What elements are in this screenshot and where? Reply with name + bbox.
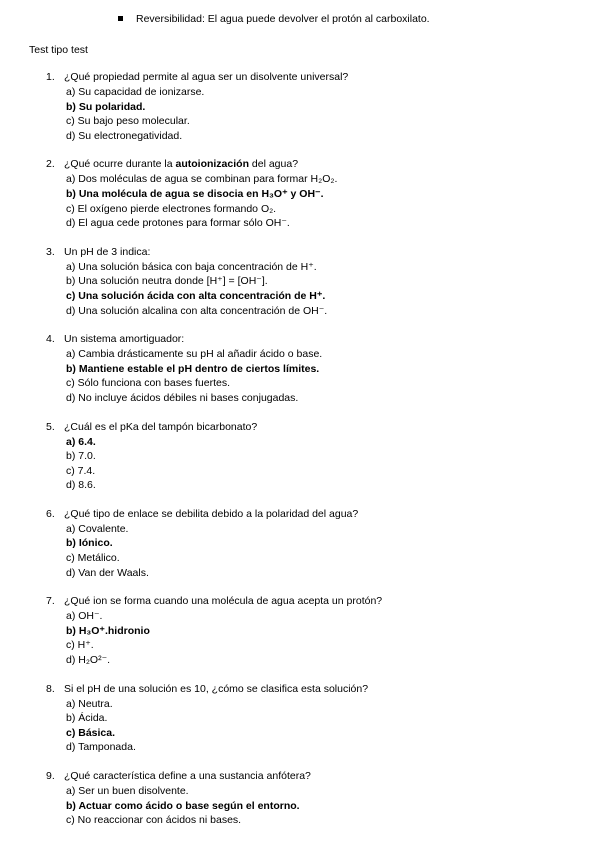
square-bullet-icon (118, 16, 123, 21)
question-item (0, 420, 600, 493)
question-item (0, 594, 600, 667)
question-text: Un pH de 3 indica: (64, 245, 151, 258)
question-item (0, 245, 600, 318)
question-stem (0, 769, 600, 784)
answer-option: d) Una solución alcalina con alta concentración de OH⁻. (66, 304, 328, 317)
question-number: 3. (46, 245, 55, 258)
answer-option: c) No reaccionar con ácidos ni bases. (66, 814, 242, 827)
answer-option: d) Su electronegatividad. (66, 129, 183, 142)
question-text: Si el pH de una solución es 10, ¿cómo se clasifica esta solución? (64, 682, 369, 695)
answer-option: a) OH⁻. (66, 610, 103, 623)
answer-option-correct: b) Una molécula de agua se disocia en H₃O⁺ y OH⁻. (66, 187, 324, 200)
answer-option: d) No incluye ácidos débiles ni bases conjugadas. (66, 391, 299, 404)
question-number: 7. (46, 595, 55, 608)
answer-option: b) 7.0. (66, 450, 96, 463)
question-text: ¿Qué ion se forma cuando una molécula de agua acepta un protón? (64, 595, 383, 608)
question-text: del agua? (248, 158, 299, 171)
answer-option: a) Ser un buen disolvente. (66, 785, 189, 797)
question-stem (0, 70, 600, 85)
answer-option-correct: b) Actuar como ácido o base según el entorno. (66, 799, 300, 812)
answer-option: a) Una solución básica con baja concentración de H⁺. (66, 260, 317, 273)
question-item (0, 682, 600, 755)
question-item (0, 769, 600, 828)
question-stem (0, 157, 600, 172)
answer-option-correct: c) Básica. (66, 726, 116, 739)
answer-option: c) 7.4. (66, 464, 96, 477)
question-text-emphasis: autoionización (175, 158, 249, 171)
question-number: 4. (46, 333, 55, 346)
answer-option: b) Ácida. (66, 712, 108, 725)
answer-option: c) Metálico. (66, 552, 120, 565)
question-number: 8. (46, 682, 55, 695)
question-stem (0, 507, 600, 522)
answer-option-correct: b) Mantiene estable el pH dentro de ciertos límites. (66, 362, 320, 375)
answer-option: d) Tamponada. (66, 741, 136, 754)
answer-option: a) Covalente. (66, 522, 129, 535)
question-stem (0, 420, 600, 435)
question-number: 1. (46, 71, 55, 83)
question-text: ¿Cuál es el pKa del tampón bicarbonato? (64, 420, 258, 433)
answer-option-correct: c) Una solución ácida con alta concentración de H⁺. (66, 289, 326, 302)
answer-option: c) El oxígeno pierde electrones formando O₂. (66, 202, 277, 215)
answer-option: a) Cambia drásticamente su pH al añadir ácido o base. (66, 348, 323, 361)
question-text: ¿Qué tipo de enlace se debilita debido a la polaridad del agua? (64, 507, 359, 520)
answer-option: a) Neutra. (66, 697, 113, 710)
answer-option: d) El agua cede protones para formar sólo OH⁻. (66, 217, 290, 230)
answer-option-correct: b) Iónico. (66, 537, 113, 550)
bullet-text: Reversibilidad: El agua puede devolver el protón al carboxilato. (136, 13, 430, 25)
question-list (0, 70, 600, 842)
question-item (0, 157, 600, 230)
question-text: Un sistema amortiguador: (64, 333, 185, 346)
answer-option-correct: b) Su polaridad. (66, 100, 146, 113)
question-stem (0, 682, 600, 697)
answer-option: d) Van der Waals. (66, 566, 149, 579)
question-number: 9. (46, 770, 55, 782)
answer-option: c) H⁺. (66, 639, 94, 652)
section-title: Test tipo test (29, 44, 88, 56)
answer-option: d) H₂O²⁻. (66, 654, 111, 667)
question-stem (0, 245, 600, 260)
question-item (0, 70, 600, 143)
answer-option-correct: b) H₃O⁺.hidronio (66, 624, 150, 637)
question-number: 6. (46, 507, 55, 520)
question-text: ¿Qué característica define a una sustancia anfótera? (64, 770, 311, 782)
question-text: ¿Qué ocurre durante la (64, 158, 176, 171)
answer-option: c) Su bajo peso molecular. (66, 115, 190, 128)
answer-option-correct: a) 6.4. (66, 435, 96, 448)
answer-option: a) Dos moléculas de agua se combinan para formar H₂O₂. (66, 173, 338, 186)
question-stem (0, 332, 600, 347)
answer-option: a) Su capacidad de ionizarse. (66, 86, 205, 98)
answer-option: b) Una solución neutra donde [H⁺] = [OH⁻]. (66, 275, 268, 288)
question-item (0, 332, 600, 405)
question-text: ¿Qué propiedad permite al agua ser un disolvente universal? (64, 71, 349, 83)
answer-option: c) Sólo funciona con bases fuertes. (66, 377, 231, 390)
question-stem (0, 594, 600, 609)
question-number: 5. (46, 420, 55, 433)
answer-option: d) 8.6. (66, 479, 96, 492)
question-item (0, 507, 600, 580)
bullet-item (118, 13, 430, 25)
question-number: 2. (46, 158, 55, 171)
